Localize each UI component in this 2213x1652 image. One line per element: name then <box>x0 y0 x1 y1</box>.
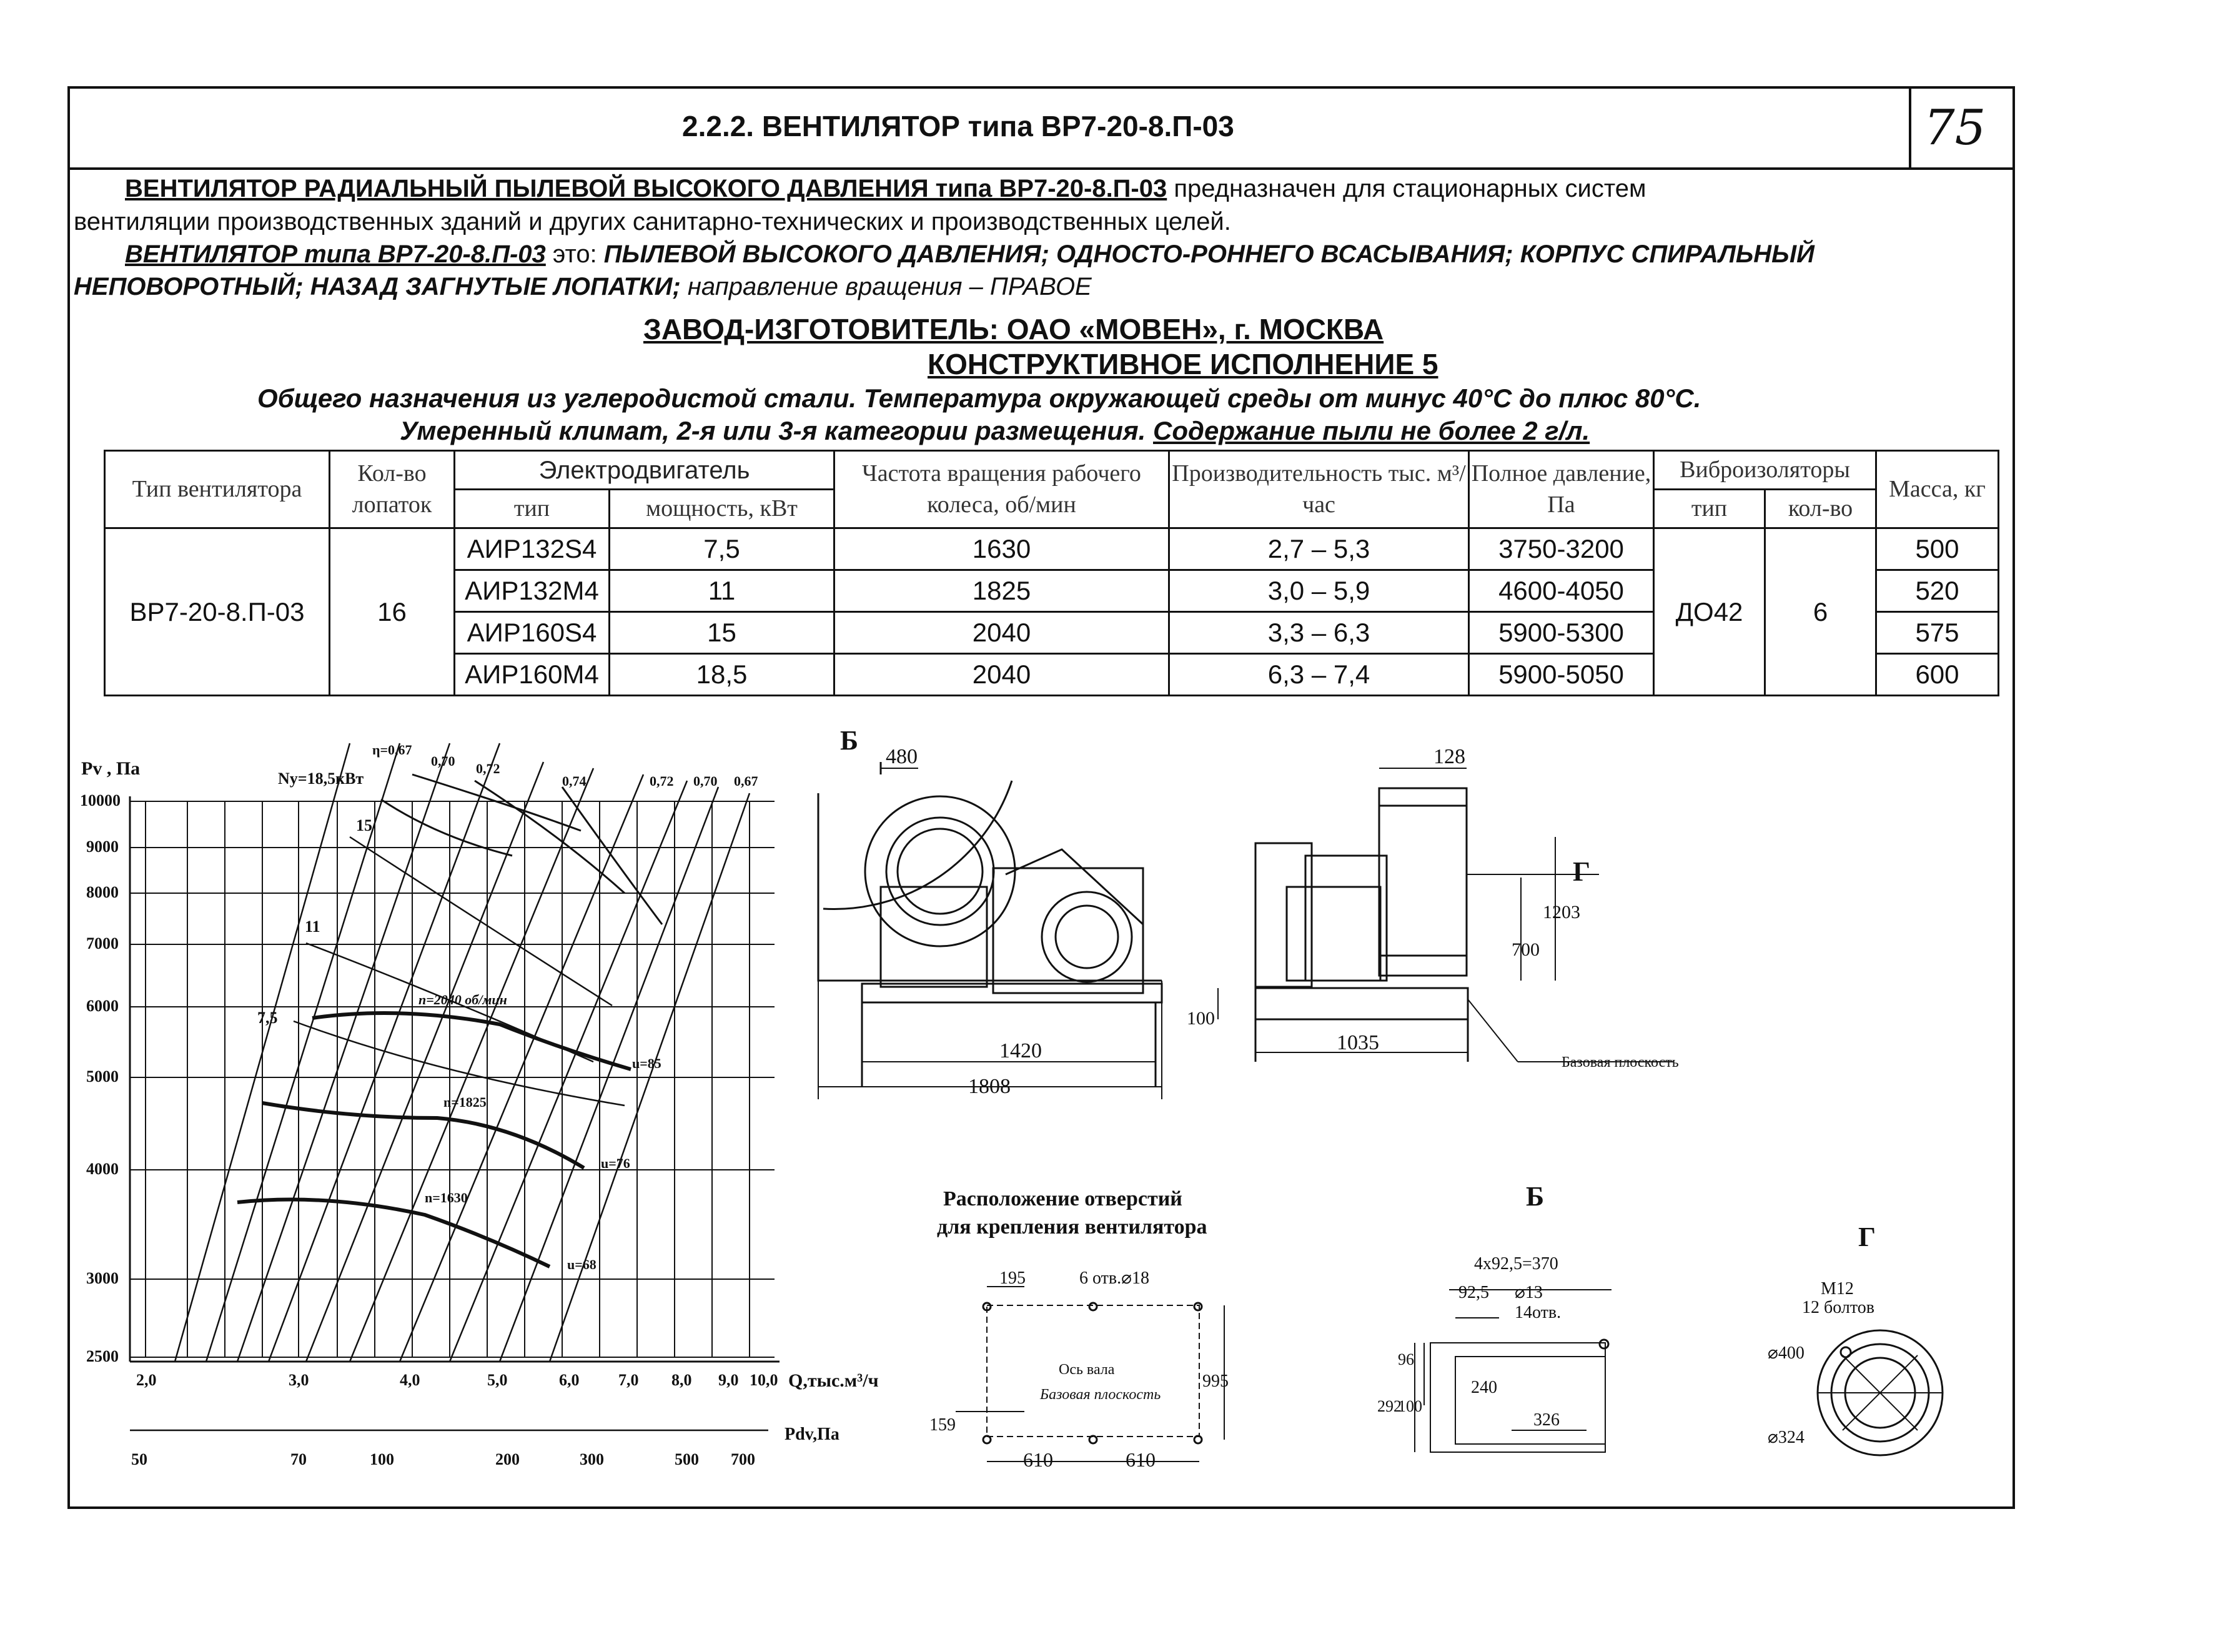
conditions-line-2: Умеренный климат, 2-я или 3-я категории размещения. Содержание пыли не более 2 г/л. <box>400 416 1590 445</box>
label-g: Г <box>1573 856 1590 887</box>
dim-610a: 610 <box>1023 1448 1053 1471</box>
pdv-tick: 500 <box>675 1450 699 1468</box>
y-tick: 2500 <box>86 1347 119 1365</box>
holes-note: 6 отв.⌀18 <box>1079 1269 1149 1288</box>
view-b-dim-292: 292 <box>1377 1397 1402 1415</box>
cell-mass: 600 <box>1876 654 1999 696</box>
y-tick: 4000 <box>86 1160 119 1178</box>
dim-700: 700 <box>1512 939 1540 960</box>
rpm-label: n=1630 <box>425 1190 468 1205</box>
dim-128: 128 <box>1433 745 1465 768</box>
view-g-d324: ⌀324 <box>1768 1428 1805 1447</box>
pdv-tick: 300 <box>580 1450 604 1468</box>
label-b: Б <box>840 725 859 756</box>
dim-995: 995 <box>1202 1372 1229 1391</box>
pdv-tick: 700 <box>731 1450 755 1468</box>
intro-line-2: вентиляции производственных зданий и других санитарно-технических и производственных целей. <box>74 208 1231 235</box>
eff-label: 0,72 <box>650 773 674 789</box>
view-b-dim-96: 96 <box>1398 1350 1414 1368</box>
rpm-label: n=2040 об/мин <box>418 992 507 1007</box>
dim-480: 480 <box>886 745 918 768</box>
cell-pressure: 5900-5300 <box>1469 612 1654 654</box>
holes-base-plane: Базовая плоскость <box>1040 1387 1161 1403</box>
pdv-tick: 200 <box>495 1450 520 1468</box>
cell-capacity: 3,0 – 5,9 <box>1169 570 1469 612</box>
page-number: 75 <box>1924 100 1986 156</box>
header-rpm: Частота вращения рабочего колеса, об/мин <box>834 451 1169 528</box>
view-g-label: Г <box>1858 1222 1876 1252</box>
cell-pressure: 4600-4050 <box>1469 570 1654 612</box>
cell-mass: 500 <box>1876 528 1999 570</box>
y-tick: 6000 <box>86 997 119 1015</box>
x-tick: 6,0 <box>559 1371 580 1389</box>
view-b-dim-925: 92,5 <box>1458 1283 1489 1302</box>
cell-mass: 520 <box>1876 570 1999 612</box>
view-g-flange <box>1818 1330 1943 1455</box>
cell-fan-type: ВР7-20-8.П-03 <box>105 528 330 696</box>
base-plane-label: Базовая плоскость <box>1562 1054 1679 1071</box>
cell-motor: АИР160М4 <box>455 654 610 696</box>
power-mark: 15 <box>356 816 372 834</box>
pdv-tick: 100 <box>370 1450 394 1468</box>
view-g-bolt-count: 12 болтов <box>1802 1298 1874 1317</box>
view-b-hole: ⌀13 <box>1515 1283 1543 1302</box>
cell-rpm: 2040 <box>834 612 1169 654</box>
view-b-dim-top: 4х92,5=370 <box>1474 1254 1558 1274</box>
manufacturer: ЗАВОД-ИЗГОТОВИТЕЛЬ: ОАО «МОВЕН», г. МОСКВА <box>643 313 1384 345</box>
y-tick: 8000 <box>86 883 119 901</box>
y-tick: 10000 <box>80 791 121 809</box>
design-variant: КОНСТРУКТИВНОЕ ИСПОЛНЕНИЕ 5 <box>928 348 1438 380</box>
dim-1203: 1203 <box>1543 902 1580 922</box>
eff-label: 0,67 <box>734 773 758 789</box>
header-mass: Масса, кг <box>1876 451 1999 528</box>
power-label: Ny=18,5кВт <box>278 769 364 788</box>
cell-rpm: 1630 <box>834 528 1169 570</box>
header-motor-power: мощность, кВт <box>610 490 834 528</box>
eff-label: 0,70 <box>693 773 718 789</box>
cell-motor: АИР160S4 <box>455 612 610 654</box>
fan-front-view <box>1218 768 1674 1062</box>
cell-pressure: 3750-3200 <box>1469 528 1654 570</box>
header-fan-type: Тип вентилятора <box>105 451 330 528</box>
view-g-d400: ⌀400 <box>1768 1343 1805 1363</box>
cell-motor: АИР132S4 <box>455 528 610 570</box>
eff-label: 0,70 <box>431 753 455 769</box>
header-capacity: Производительность тыс. м³/час <box>1169 451 1469 528</box>
y-tick: 5000 <box>86 1067 119 1086</box>
fan-side-view <box>818 762 1162 1099</box>
chart-y-label: Pv , Па <box>81 758 141 779</box>
dim-159: 159 <box>929 1415 956 1435</box>
cell-capacity: 6,3 – 7,4 <box>1169 654 1469 696</box>
view-b-dim-100: 100 <box>1398 1397 1422 1415</box>
cell-capacity: 2,7 – 5,3 <box>1169 528 1469 570</box>
cell-power: 15 <box>610 612 834 654</box>
dim-1420: 1420 <box>999 1039 1042 1062</box>
cell-power: 18,5 <box>610 654 834 696</box>
header-pressure: Полное давление, Па <box>1469 451 1654 528</box>
power-mark: 7,5 <box>257 1009 278 1027</box>
u-label: u=68 <box>567 1257 597 1272</box>
y-tick: 3000 <box>86 1269 119 1287</box>
view-b-hole-count: 14отв. <box>1515 1303 1562 1322</box>
eff-label: 0,74 <box>562 773 587 789</box>
pdv-tick: 70 <box>290 1450 307 1468</box>
cell-capacity: 3,3 – 6,3 <box>1169 612 1469 654</box>
rpm-label: n=1825 <box>443 1094 487 1110</box>
cell-mass: 575 <box>1876 612 1999 654</box>
chart-x-label: Q,тыс.м³/ч <box>788 1370 879 1391</box>
view-b-dim-326: 326 <box>1533 1410 1560 1430</box>
dim-1035: 1035 <box>1337 1031 1379 1054</box>
y-tick: 7000 <box>86 934 119 952</box>
intro-line-3: ВЕНТИЛЯТОР типа ВР7-20-8.П-03 это: ПЫЛЕВОЙ ВЫСОКОГО ДАВЛЕНИЯ; ОДНОСТО-РОННЕГО ВСАСЫВАНИЯ; КОРПУС СПИРАЛЬНЫЙ <box>125 240 1814 268</box>
header-motor: Электродвигатель <box>455 451 834 490</box>
cell-pressure: 5900-5050 <box>1469 654 1654 696</box>
view-g-bolt: M12 <box>1821 1279 1854 1298</box>
dim-610b: 610 <box>1126 1448 1156 1471</box>
x-tick: 10,0 <box>750 1371 778 1389</box>
holes-title-1: Расположение отверстий <box>943 1187 1182 1210</box>
u-label: u=85 <box>632 1056 661 1071</box>
u-label: u=76 <box>601 1155 630 1171</box>
view-b-label: Б <box>1526 1181 1545 1212</box>
holes-title-2: для крепления вентилятора <box>937 1215 1207 1239</box>
page-title: 2.2.2. ВЕНТИЛЯТОР типа ВР7-20-8.П-03 <box>682 110 1234 142</box>
x-tick: 8,0 <box>671 1371 692 1389</box>
dim-100: 100 <box>1187 1008 1215 1029</box>
shaft-axis: Ось вала <box>1059 1362 1115 1378</box>
cell-rpm: 2040 <box>834 654 1169 696</box>
intro-line-1: ВЕНТИЛЯТОР РАДИАЛЬНЫЙ ПЫЛЕВОЙ ВЫСОКОГО ДАВЛЕНИЯ типа ВР7-20-8.П-03 предназначен для стационарных систем <box>125 175 1646 202</box>
view-b-plan <box>1415 1290 1611 1452</box>
x-tick: 9,0 <box>718 1371 739 1389</box>
header-motor-type: тип <box>455 490 610 528</box>
cell-iso-type: ДО42 <box>1654 528 1765 696</box>
header-blades: Кол-во лопаток <box>330 451 455 528</box>
cell-iso-qty: 6 <box>1765 528 1876 696</box>
dim-195: 195 <box>999 1269 1026 1288</box>
dim-1808: 1808 <box>968 1075 1011 1098</box>
pdv-tick: 50 <box>131 1450 147 1468</box>
x-tick: 2,0 <box>136 1371 157 1389</box>
x-tick: 5,0 <box>487 1371 508 1389</box>
cell-power: 7,5 <box>610 528 834 570</box>
view-b-dim-240: 240 <box>1471 1378 1497 1397</box>
y-tick: 9000 <box>86 838 119 856</box>
conditions-line-1: Общего назначения из углеродистой стали. Температура окружающей среды от минус 40°С до плюс 80°С. <box>257 383 1701 413</box>
power-mark: 11 <box>305 918 320 936</box>
eff-label: η=0,67 <box>372 742 412 758</box>
pdv-label: Pdv,Па <box>785 1425 839 1444</box>
header-iso-qty: кол-во <box>1765 490 1876 528</box>
eff-label: 0,72 <box>476 761 500 776</box>
header-iso-type: тип <box>1654 490 1765 528</box>
intro-line-4: НЕПОВОРОТНЫЙ; НАЗАД ЗАГНУТЫЕ ЛОПАТКИ; направление вращения – ПРАВОЕ <box>74 273 1092 300</box>
x-tick: 7,0 <box>618 1371 639 1389</box>
x-tick: 3,0 <box>289 1371 309 1389</box>
cell-power: 11 <box>610 570 834 612</box>
header-isolators: Виброизоляторы <box>1654 451 1876 490</box>
cell-motor: АИР132М4 <box>455 570 610 612</box>
cell-rpm: 1825 <box>834 570 1169 612</box>
cell-blades: 16 <box>330 528 455 696</box>
x-tick: 4,0 <box>400 1371 420 1389</box>
